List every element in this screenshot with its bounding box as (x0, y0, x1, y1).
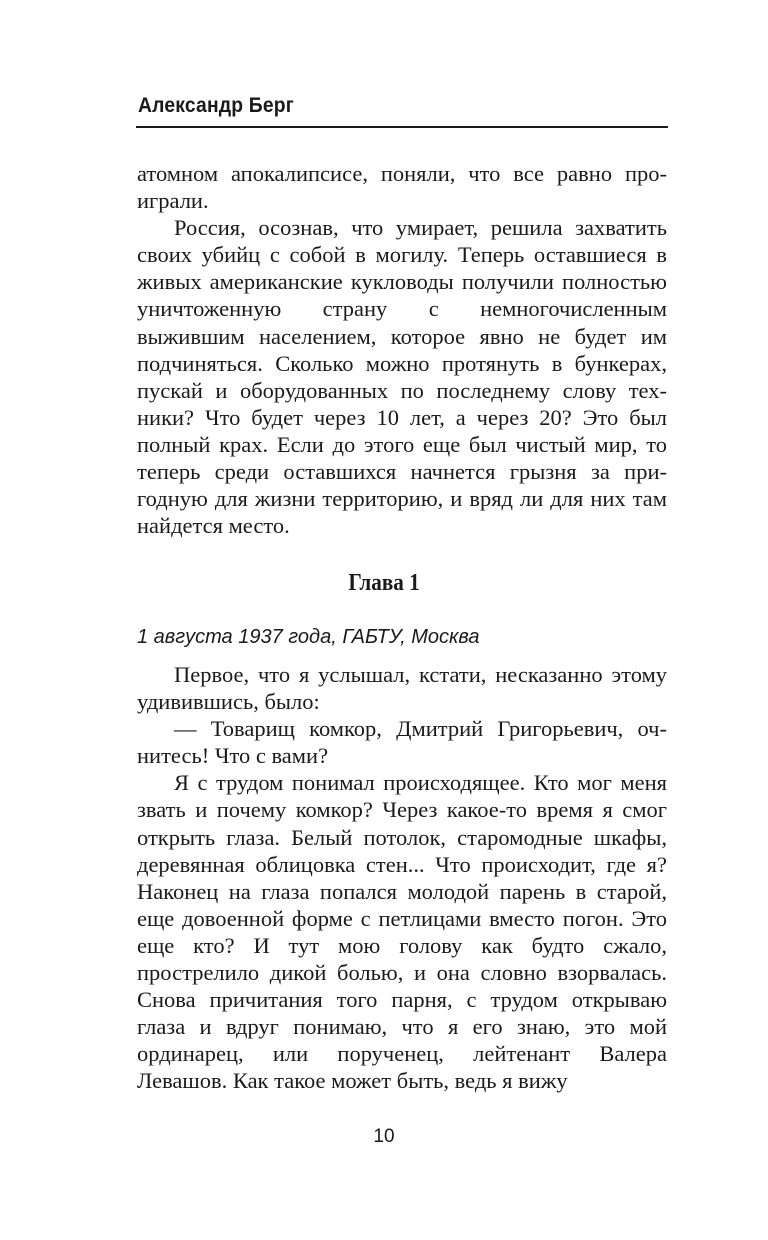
chapter-title: Глава 1 (348, 570, 420, 596)
running-head-author: Александр Берг (138, 94, 295, 117)
section-one-text (137, 160, 667, 539)
header-rule (136, 126, 668, 128)
dialogue-paragraph: — Товарищ комкор, Дмитрий Григорьевич, очнитесь! Что с вами? (137, 716, 667, 769)
paragraph: Россия, осознав, что умирает, решила захватить своих убийц с собой в могилу. Теперь оставшиеся в живых американские кукловоды получили полностью уничтоженную страну с немногочисленным выжившим населением, которое явно не будет им подчиняться. Сколько можно протянуть в бункерах, пускай и оборудованных по последнему слову техники? Что будет через 10 лет, а через 20? Это был полный крах. Если до этого еще был чистый мир, то теперь среди оставшихся начнется грызня за пригодную для жизни территорию, и вряд ли для них там найдется место. (137, 215, 667, 539)
page-number: 10 (373, 1126, 395, 1147)
paragraph: атомном апокалипсисе, поняли, что все равно проиграли. (137, 161, 667, 214)
chapter-text (137, 661, 667, 1095)
paragraph: Первое, что я услышал, кстати, несказанно этому удивившись, было: (137, 662, 667, 715)
paragraph: Я с трудом понимал происходящее. Кто мог меня звать и почему комкор? Через какое-то время я смог открыть глаза. Белый потолок, старомодные шкафы, деревянная облицовка стен... Что происходит, где я? Наконец на глаза попался молодой парень в старой, еще довоенной форме с петлицами вместо погон. Это еще кто? И тут мою голову как будто сжало, прострелило дикой болью, и она словно взорвалась. Снова причитания того парня, с трудом открываю глаза и вдруг понимаю, что я его знаю, это мой ординарец, или порученец, лейтенант Валера Левашов. Как такое может быть, ведь я вижу (137, 770, 667, 1094)
chapter-dateline: 1 августа 1937 года, ГАБТУ, Москва (137, 626, 480, 648)
